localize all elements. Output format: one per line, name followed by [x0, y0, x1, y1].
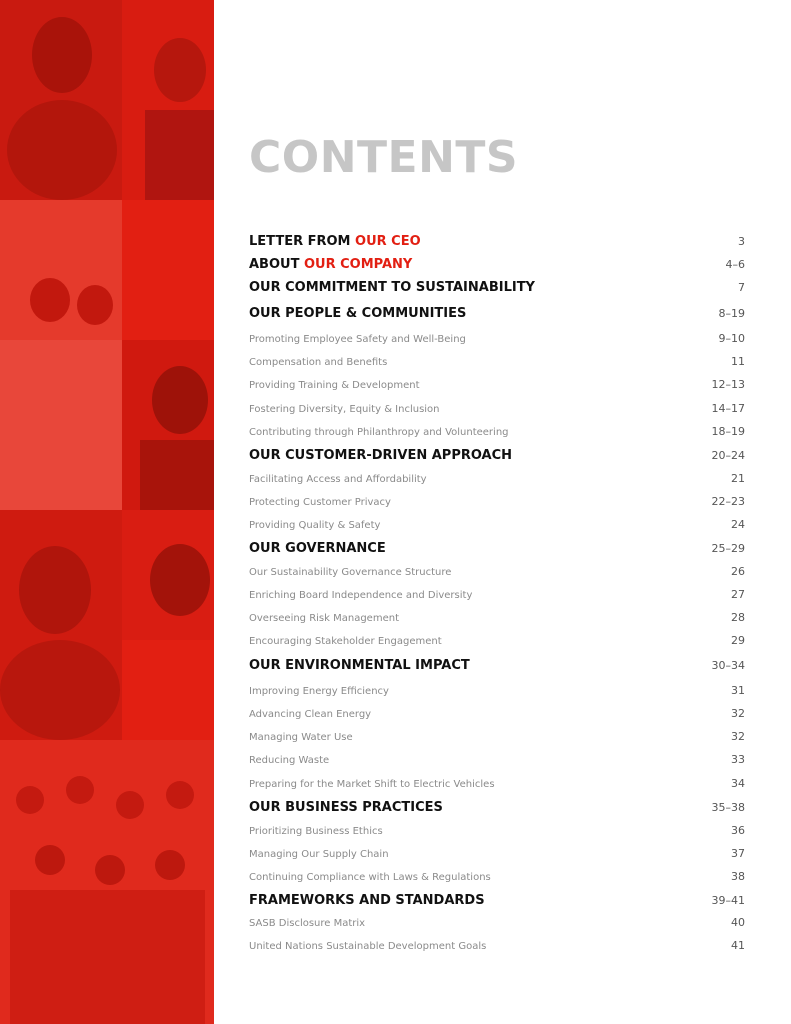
toc-section-label: OUR CUSTOMER-DRIVEN APPROACH — [249, 448, 513, 463]
page-number: 37 — [731, 847, 745, 860]
toc-subentry[interactable] — [249, 916, 745, 929]
toc-entry-letter-from-ceo[interactable] — [249, 234, 745, 249]
toc-subentry-label: Advancing Clean Energy — [249, 709, 372, 720]
toc-subentry[interactable] — [249, 518, 745, 531]
toc-subentry[interactable] — [249, 730, 745, 743]
toc-entry-label: OUR COMMITMENT TO SUSTAINABILITY — [249, 280, 535, 295]
page-number: 20–24 — [711, 449, 745, 462]
page-number: 22–23 — [711, 495, 745, 508]
toc-subentry-label: Preparing for the Market Shift to Electric Vehicles — [249, 779, 495, 790]
page-number: 18–19 — [711, 425, 745, 438]
toc-section-people[interactable] — [249, 306, 745, 321]
toc-subentry-label: Facilitating Access and Affordability — [249, 474, 427, 485]
page-number: 41 — [731, 939, 745, 952]
photo-collage-image — [0, 0, 214, 1024]
toc-subentry[interactable] — [249, 707, 745, 720]
toc-subentry-label: SASB Disclosure Matrix — [249, 918, 366, 929]
page-number: 36 — [731, 824, 745, 837]
toc-subentry[interactable] — [249, 355, 745, 368]
page-number: 32 — [731, 730, 745, 743]
page-number: 9–10 — [718, 332, 745, 345]
toc-subentry-label: Overseeing Risk Management — [249, 613, 399, 624]
page-number: 12–13 — [711, 378, 745, 391]
toc-subentry[interactable] — [249, 588, 745, 601]
toc-subentry-label: Providing Quality & Safety — [249, 520, 381, 531]
toc-subentry[interactable] — [249, 753, 745, 766]
toc-section-frameworks[interactable] — [249, 893, 745, 908]
page-number: 30–34 — [711, 659, 745, 672]
toc-subentry[interactable] — [249, 402, 745, 415]
page-number: 26 — [731, 565, 745, 578]
toc-subentry-label: Continuing Compliance with Laws & Regulations — [249, 872, 491, 883]
toc-subentry[interactable] — [249, 332, 745, 345]
page-number: 27 — [731, 588, 745, 601]
toc-subentry[interactable] — [249, 684, 745, 697]
toc-subentry[interactable] — [249, 939, 745, 952]
toc-subentry[interactable] — [249, 777, 745, 790]
toc-subentry[interactable] — [249, 425, 745, 438]
page-number: 8–19 — [718, 307, 745, 320]
page-number: 25–29 — [711, 542, 745, 555]
toc-subentry[interactable] — [249, 611, 745, 624]
page-number: 33 — [731, 753, 745, 766]
page-number: 11 — [731, 355, 745, 368]
toc-subentry-label: United Nations Sustainable Development Goals — [249, 941, 487, 952]
toc-section-label: OUR GOVERNANCE — [249, 541, 386, 556]
page-number: 32 — [731, 707, 745, 720]
toc-entry-label: LETTER FROM OUR CEO — [249, 234, 421, 249]
toc-section-governance[interactable] — [249, 541, 745, 556]
toc-subentry[interactable] — [249, 634, 745, 647]
sidebar-photo-collage — [0, 0, 214, 1024]
page-number: 7 — [738, 281, 745, 294]
page-number: 4–6 — [725, 258, 745, 271]
toc-subentry[interactable] — [249, 565, 745, 578]
toc-subentry-label: Promoting Employee Safety and Well-Being — [249, 334, 466, 345]
toc-subentry-label: Our Sustainability Governance Structure — [249, 567, 452, 578]
toc-section-label: OUR BUSINESS PRACTICES — [249, 800, 443, 815]
page-number: 29 — [731, 634, 745, 647]
page-number: 39–41 — [711, 894, 745, 907]
toc-entry-about-our-company[interactable] — [249, 257, 745, 272]
toc-section-environment[interactable] — [249, 658, 745, 673]
toc-subentry[interactable] — [249, 495, 745, 508]
page-number: 21 — [731, 472, 745, 485]
toc-subentry[interactable] — [249, 824, 745, 837]
toc-section-customer[interactable] — [249, 448, 745, 463]
toc-section-business[interactable] — [249, 800, 745, 815]
page-number: 35–38 — [711, 801, 745, 814]
toc-section-label: OUR ENVIRONMENTAL IMPACT — [249, 658, 470, 673]
toc-subentry-label: Enriching Board Independence and Diversity — [249, 590, 473, 601]
toc-subentry[interactable] — [249, 870, 745, 883]
page-number: 31 — [731, 684, 745, 697]
toc-subentry-label: Compensation and Benefits — [249, 357, 388, 368]
page-number: 40 — [731, 916, 745, 929]
toc-subentry[interactable] — [249, 847, 745, 860]
toc-subentry-label: Reducing Waste — [249, 755, 330, 766]
toc-subentry-label: Protecting Customer Privacy — [249, 497, 391, 508]
toc-subentry-label: Contributing through Philanthropy and Volunteering — [249, 427, 509, 438]
page-number: 14–17 — [711, 402, 745, 415]
toc-subentry-label: Managing Our Supply Chain — [249, 849, 389, 860]
toc-entry-label: ABOUT OUR COMPANY — [249, 257, 413, 272]
page-title: CONTENTS — [249, 132, 519, 183]
page-number: 34 — [731, 777, 745, 790]
page-number: 28 — [731, 611, 745, 624]
toc-section-label: OUR PEOPLE & COMMUNITIES — [249, 306, 467, 321]
toc-subentry-label: Prioritizing Business Ethics — [249, 826, 383, 837]
toc-entry-commitment[interactable] — [249, 280, 745, 295]
toc-subentry[interactable] — [249, 378, 745, 391]
page-number: 3 — [738, 235, 745, 248]
toc-subentry[interactable] — [249, 472, 745, 485]
toc-section-label: FRAMEWORKS AND STANDARDS — [249, 893, 485, 908]
page-number: 38 — [731, 870, 745, 883]
page-number: 24 — [731, 518, 745, 531]
toc-subentry-label: Managing Water Use — [249, 732, 353, 743]
toc-subentry-label: Fostering Diversity, Equity & Inclusion — [249, 404, 440, 415]
toc-subentry-label: Providing Training & Development — [249, 380, 420, 391]
toc-subentry-label: Improving Energy Efficiency — [249, 686, 389, 697]
toc-subentry-label: Encouraging Stakeholder Engagement — [249, 636, 442, 647]
